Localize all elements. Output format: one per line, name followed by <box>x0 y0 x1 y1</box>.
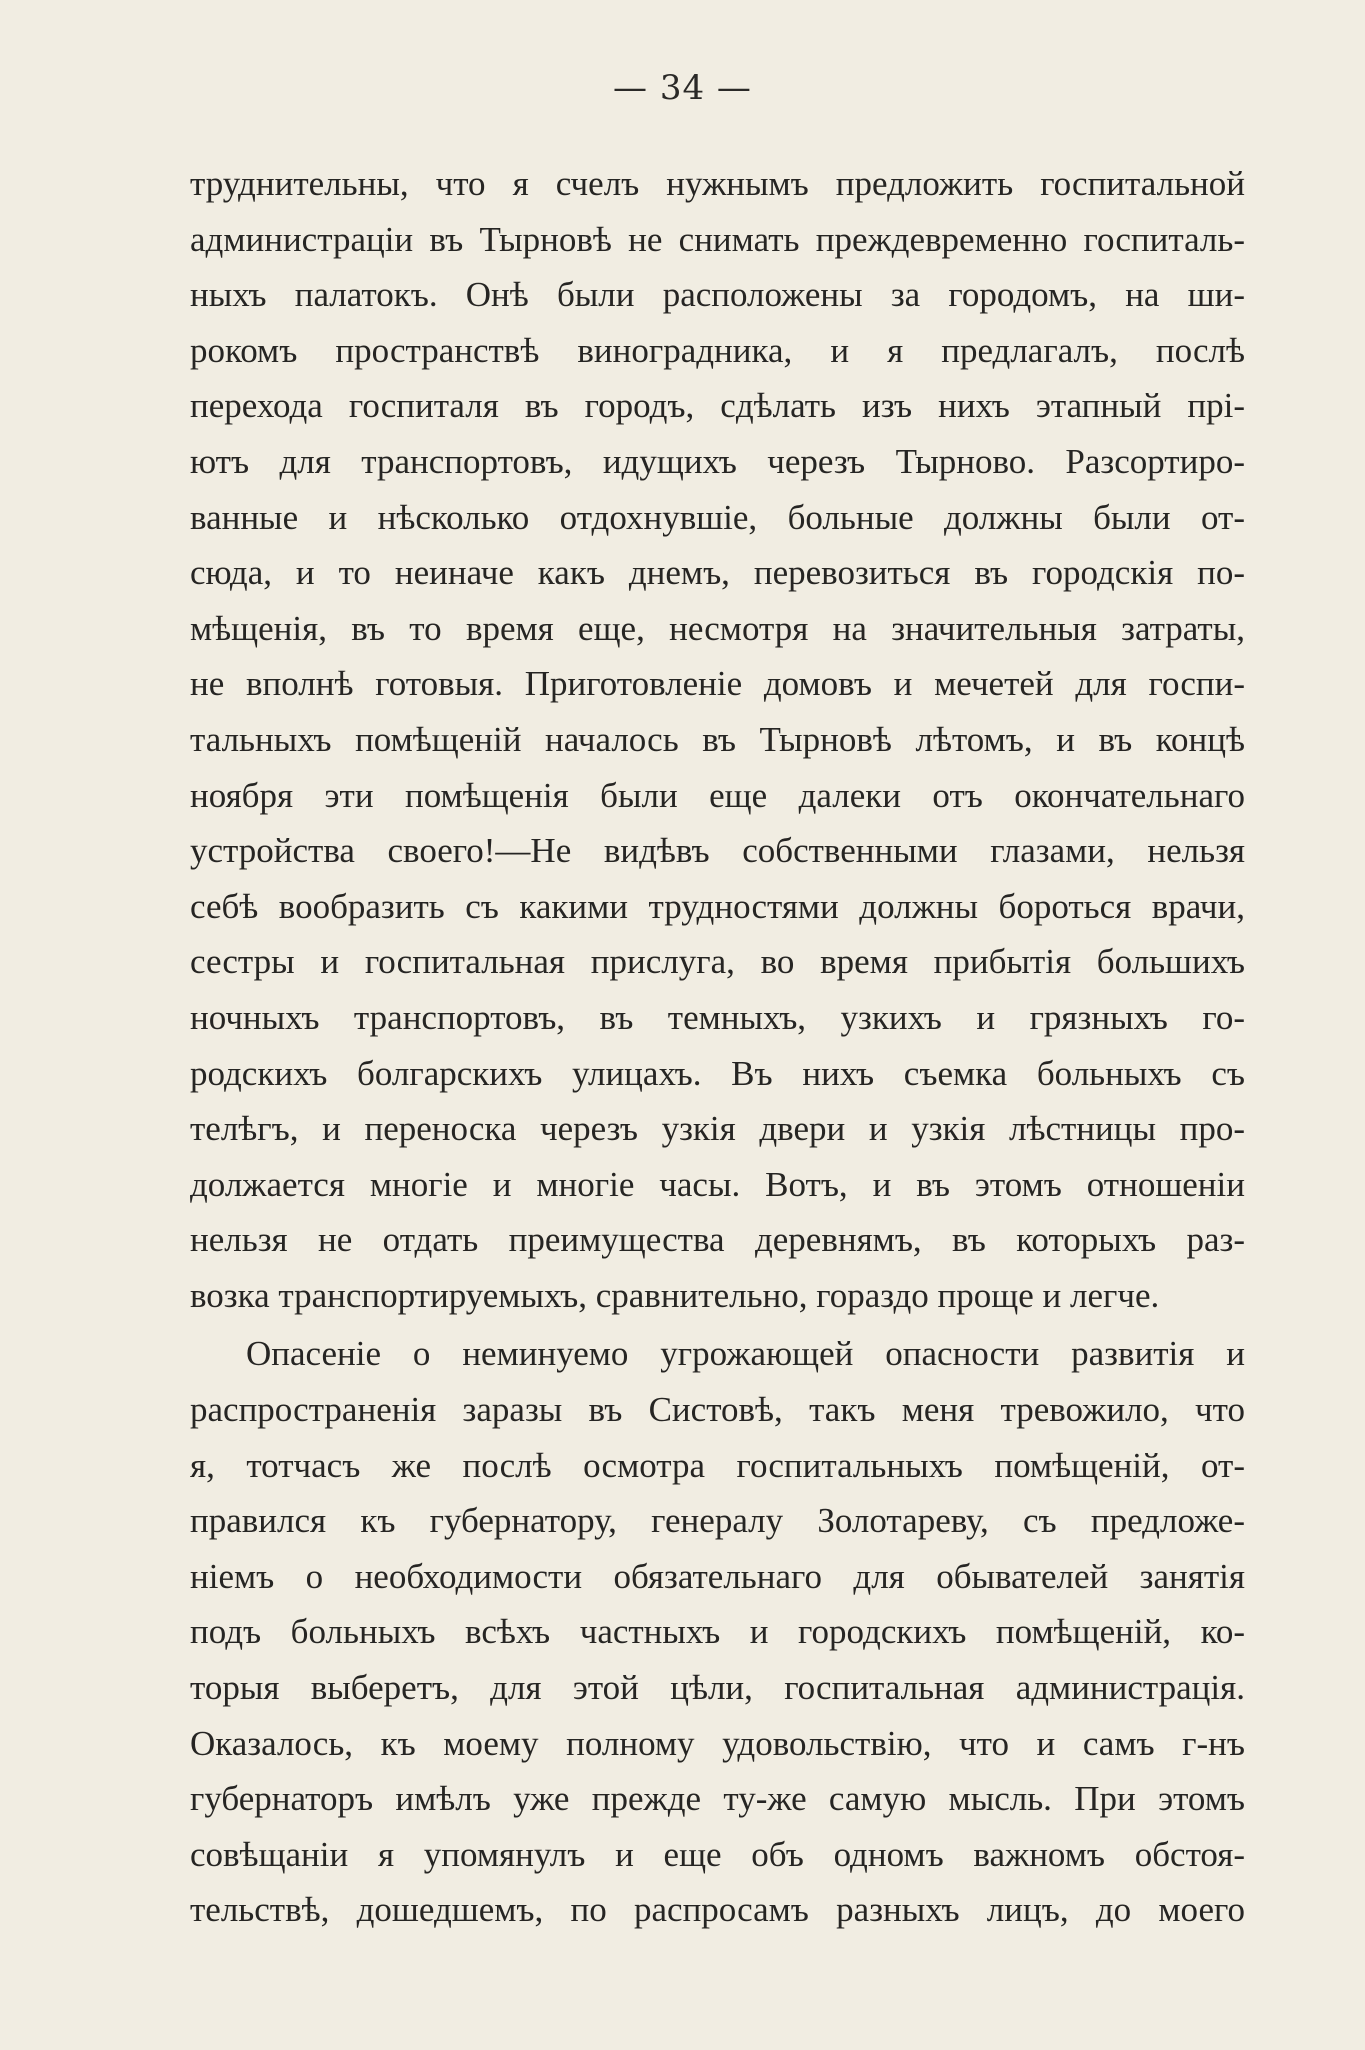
text-line: ноября эти помѣщенія были еще далеки отъ окончательнаго <box>190 775 1245 815</box>
text-line: сестры и госпитальная прислуга, во время прибытія большихъ <box>190 942 1245 982</box>
text-line: себѣ вообразить съ какими трудностями должны бороться врачи, <box>190 886 1245 926</box>
text-line: ночныхъ транспортовъ, въ темныхъ, узкихъ и грязныхъ го- <box>190 997 1245 1037</box>
text-line: я, тотчасъ же послѣ осмотра госпитальныхъ помѣщеній, от- <box>190 1445 1245 1485</box>
text-line: Опасеніе о неминуемо угрожающей опасности развитія и <box>246 1334 1245 1374</box>
text-line: распространенія заразы въ Систовѣ, такъ меня тревожило, что <box>190 1390 1245 1430</box>
text-line: родскихъ болгарскихъ улицахъ. Въ нихъ съемка больныхъ съ <box>190 1053 1245 1093</box>
text-line: не вполнѣ готовыя. Приготовленіе домовъ и мечетей для госпи- <box>190 664 1245 704</box>
paragraph-2 <box>190 1326 1245 1938</box>
text-line: торыя выберетъ, для этой цѣли, госпитальная администрація. <box>190 1668 1245 1708</box>
text-line: телѣгъ, и переноска черезъ узкія двери и узкія лѣстницы про- <box>190 1109 1245 1149</box>
text-line: должается многіе и многіе часы. Вотъ, и въ этомъ отношеніи <box>190 1164 1245 1204</box>
body-text <box>190 156 1245 1938</box>
text-line: тельствѣ, дошедшемъ, по распросамъ разныхъ лицъ, до моего <box>190 1890 1245 1930</box>
text-line: тальныхъ помѣщеній началось въ Тырновѣ лѣтомъ, и въ концѣ <box>190 719 1245 759</box>
text-line: устройства своего!—Не видѣвъ собственными глазами, нельзя <box>190 831 1245 871</box>
text-line: труднительны, что я счелъ нужнымъ предложить госпитальной <box>190 164 1245 203</box>
text-line: сюда, и то неиначе какъ днемъ, перевозиться въ городскія по- <box>190 553 1245 593</box>
text-line: возка транспортируемыхъ, сравнительно, гораздо проще и легче. <box>190 1275 1160 1315</box>
text-line: правился къ губернатору, генералу Золотареву, съ предложе- <box>190 1501 1245 1541</box>
text-line: ванные и нѣсколько отдохнувшіе, больные должны были от- <box>190 497 1245 537</box>
text-line: губернаторъ имѣлъ уже прежде ту-же самую мысль. При этомъ <box>190 1779 1245 1819</box>
text-line: администраціи въ Тырновѣ не снимать преждевременно госпиталь- <box>190 219 1245 259</box>
text-line: ныхъ палатокъ. Онѣ были расположены за городомъ, на ши- <box>190 275 1245 315</box>
text-line: Оказалось, къ моему полному удовольствію, что и самъ г-нъ <box>190 1723 1245 1763</box>
text-line: нельзя не отдать преимущества деревнямъ, въ которыхъ раз- <box>190 1220 1245 1260</box>
text-line: мѣщенія, въ то время еще, несмотря на значительныя затраты, <box>190 608 1245 648</box>
text-line: подъ больныхъ всѣхъ частныхъ и городскихъ помѣщеній, ко- <box>190 1612 1245 1652</box>
text-line: перехода госпиталя въ городъ, сдѣлать изъ нихъ этапный прі- <box>190 386 1245 426</box>
text-line: совѣщаніи я упомянулъ и еще объ одномъ важномъ обстоя- <box>190 1834 1245 1874</box>
text-line: ютъ для транспортовъ, идущихъ черезъ Тырново. Разсортиро- <box>190 441 1245 481</box>
page-number: — 34 — <box>613 68 752 108</box>
paragraph-1 <box>190 156 1245 1323</box>
text-line: ніемъ о необходимости обязательнаго для обывателей занятія <box>190 1556 1245 1596</box>
text-line: рокомъ пространствѣ виноградника, и я предлагалъ, послѣ <box>190 330 1245 370</box>
